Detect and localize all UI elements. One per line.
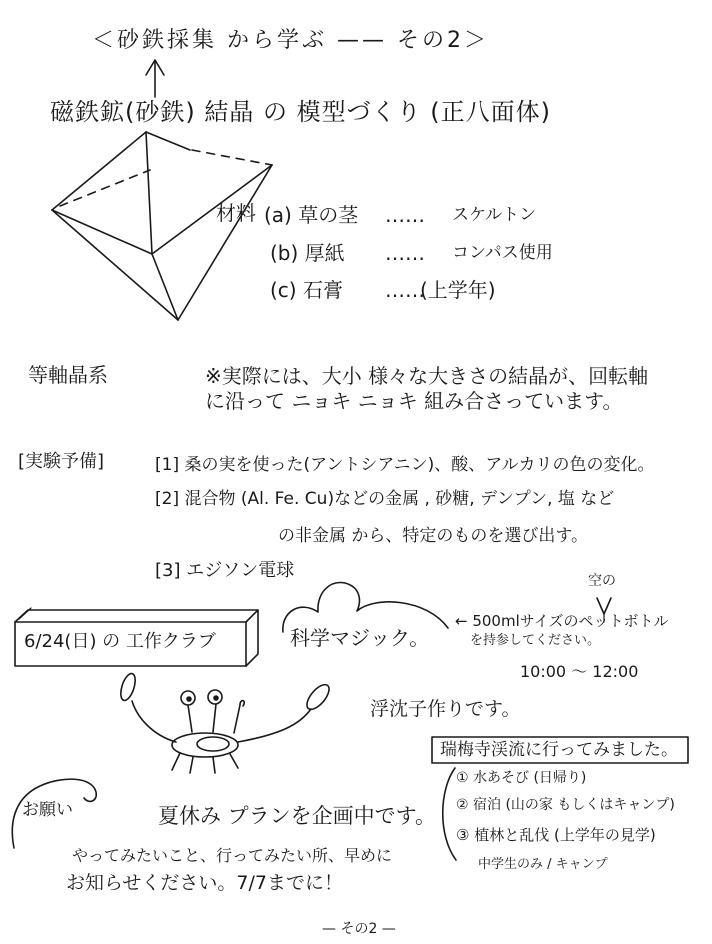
experiment-item: [1] 桑の実を使った(アントシアニン)、酸、アルカリの色の変化。 bbox=[155, 455, 655, 475]
bottle-instruction-line: ← 500mlサイズのペットボトル bbox=[455, 612, 669, 630]
club-date-title: 6/24(日) の 工作クラブ bbox=[24, 631, 216, 652]
list-item: ③ 植林と乱伐 (上学年の見学) bbox=[456, 826, 656, 844]
request-bubble-label: お願い bbox=[22, 800, 73, 820]
page-footer: — その2 — bbox=[322, 921, 396, 937]
club-diver-note: 浮沈子作りです。 bbox=[370, 698, 521, 720]
bottle-insert-note: 空の bbox=[588, 573, 616, 589]
model-heading: 磁鉄鉱(砂鉄) 結晶 の 模型づくり (正八面体) bbox=[50, 98, 551, 126]
crystal-note-line: ※実際には、大小 様々な大きさの結晶が、回転軸 bbox=[205, 364, 649, 388]
material-note: コンパス使用 bbox=[452, 243, 553, 263]
material-dots: …… bbox=[385, 241, 425, 265]
crystal-note-line: に沿って ニョキ ニョキ 組み合さっています。 bbox=[205, 389, 623, 413]
experiment-item: [3] エジソン電球 bbox=[155, 560, 295, 581]
material-item: (b) 厚紙 bbox=[270, 241, 345, 265]
club-activity: 科学マジック。 bbox=[290, 626, 430, 650]
page-title: ＜砂鉄採集 から学ぶ —— その2＞ bbox=[92, 28, 489, 53]
material-note: (上学年) bbox=[420, 278, 496, 302]
material-dots: …… bbox=[385, 203, 425, 227]
crab-drawing bbox=[118, 672, 333, 773]
material-item: (a) 草の茎 bbox=[264, 203, 359, 227]
materials-label: 材料 bbox=[216, 201, 256, 225]
list-item: ② 宿泊 (山の家 もしくはキャンプ) bbox=[456, 797, 675, 813]
trip-note: 中学生のみ / キャンプ bbox=[478, 857, 608, 872]
material-dots: …… bbox=[385, 278, 425, 302]
list-bracket bbox=[443, 768, 456, 860]
experiments-label: [実験予備] bbox=[18, 451, 105, 472]
octahedron-drawing bbox=[52, 132, 272, 320]
club-time: 10:00 〜 12:00 bbox=[520, 662, 639, 681]
trip-heading: 瑞梅寺渓流に行ってみました。 bbox=[440, 740, 678, 760]
crystal-system-label: 等軸晶系 bbox=[28, 363, 108, 387]
request-line: やってみたいこと、行ってみたい所、早めに bbox=[72, 846, 393, 865]
experiment-item: [2] 混合物 (Al. Fe. Cu)などの金属 , 砂糖, デンプン, 塩 など bbox=[155, 489, 615, 509]
summer-plan-heading: 夏休み プランを企画中です。 bbox=[158, 804, 436, 828]
bottle-instruction-line: を持参してください。 bbox=[470, 633, 601, 648]
list-item: ① 水あそび (日帰り) bbox=[456, 770, 587, 786]
request-line: お知らせください。7/7までに！ bbox=[66, 872, 344, 894]
material-item: (c) 石膏 bbox=[270, 278, 343, 302]
cloud-bubble bbox=[283, 583, 448, 632]
experiment-item-continued: の非金属 から、特定のものを選び出す。 bbox=[278, 526, 589, 546]
material-note: スケルトン bbox=[452, 205, 537, 225]
up-arrow-icon bbox=[146, 60, 164, 97]
